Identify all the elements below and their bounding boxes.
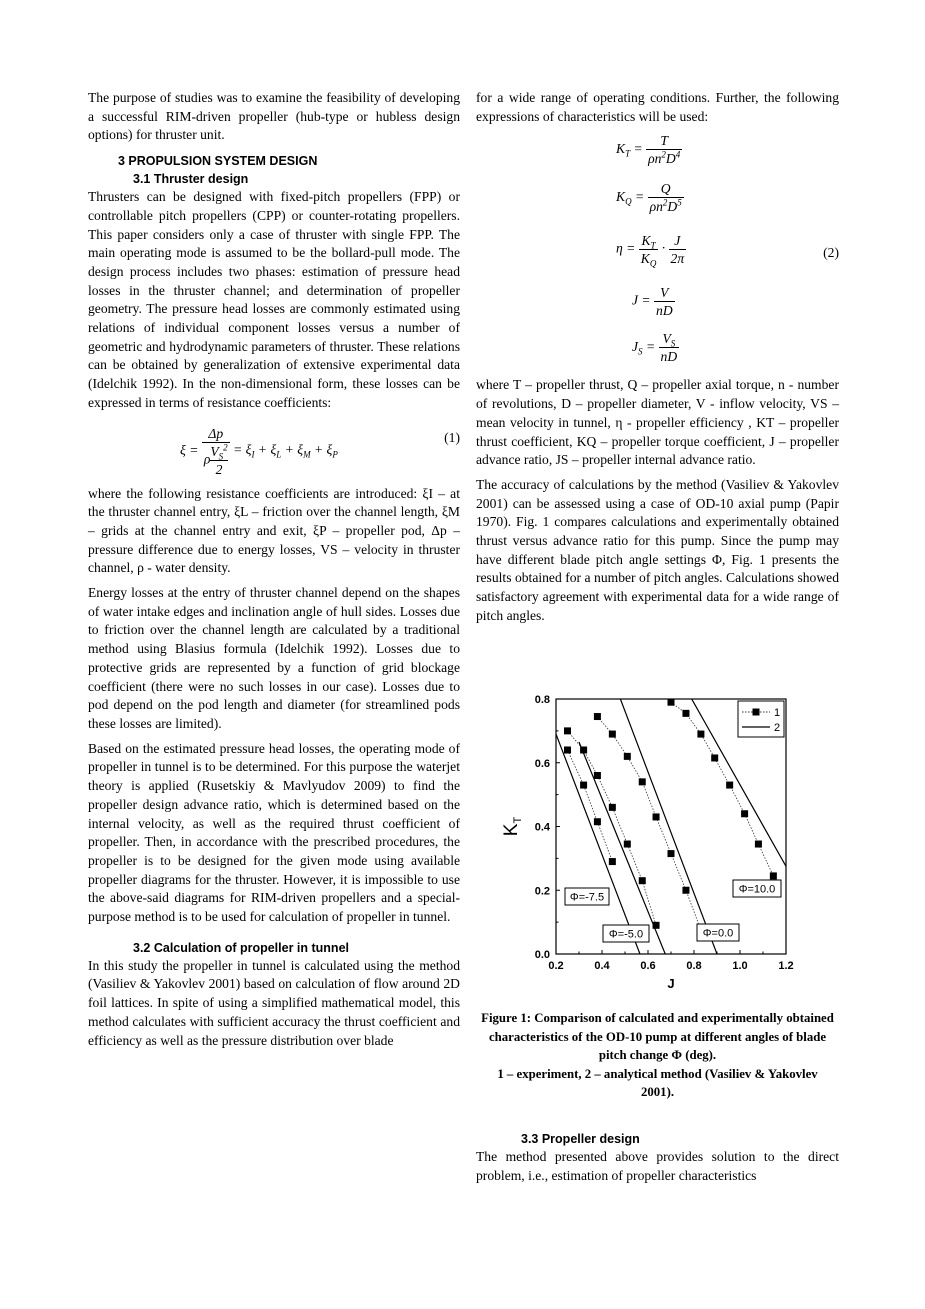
phi-annotation-label: Φ=-5.0	[608, 928, 644, 941]
x-tick-label: 0.2	[548, 960, 564, 972]
y-axis-label: $K_T$	[501, 816, 524, 837]
paragraph-symbol-definitions: where T – propeller thrust, Q – propeller axial torque, n - number of revolutions, D – propeller diameter, V - inflow velocity, VS – mean velocity in tunnel, η - propeller efficiency , KT – propeller thrust coefficient, KQ – propeller torque coefficient, J – propeller advance ratio, JS – propeller internal advance ratio.	[476, 377, 839, 468]
paragraph-energy-losses: Energy losses at the entry of thruster channel depend on the shapes of water intake edges and inclination angle of hull sides. Losses due to friction over the channel length are calculated by a traditional method using Blasius formula (Idelchik 1992). Losses due to protective grids are represented by a function of grid blockage coefficient (there were no such losses in our case). Losses due to pod depend on the pod length and diameter (for streamlined pods these losses are limited).	[88, 585, 460, 731]
legend-label-2: 2	[774, 722, 781, 734]
experiment-marker	[609, 804, 616, 811]
experiment-line	[597, 717, 701, 931]
subsection-heading-3-1: 3.1 Thruster design	[133, 172, 249, 187]
x-tick-label: 1.2	[778, 960, 794, 972]
subsection-heading-3-2: 3.2 Calculation of propeller in tunnel	[133, 940, 349, 955]
figure-caption	[476, 1009, 839, 1102]
paragraph-calculation: In this study the propeller in tunnel is calculated using the method (Vasiliev & Yakovlev 2001) based on calculation of flow around 2D foil lattices. In spite of using a simplified mathematical model, this method calculates with sufficient accuracy the thrust coefficient and efficiency as well as the pressure distribution over blade	[88, 957, 460, 1048]
paragraph-propeller-design: The method presented above provides solution to the direct problem, i.e., estimation of propeller characteristics	[476, 1149, 839, 1183]
experiment-marker	[668, 850, 675, 857]
experiment-marker	[594, 818, 601, 825]
phi-annotation-label: Φ=10.0	[738, 883, 776, 896]
experiment-marker	[639, 877, 646, 884]
legend-experiment-marker	[753, 709, 760, 716]
experiment-marker	[711, 754, 718, 761]
experiment-marker	[609, 731, 616, 738]
experiment-marker	[697, 731, 704, 738]
phi-annotation-label: Φ=0.0	[702, 927, 734, 940]
y-tick-label: 0.4	[534, 821, 550, 834]
intro-paragraph: The purpose of studies was to examine the feasibility of developing a successful RIM-driven propeller (hub-type or hubless design options) for thruster unit.	[88, 90, 460, 143]
subsection-heading-3-3: 3.3 Propeller design	[521, 1132, 640, 1146]
left-column	[88, 89, 460, 1056]
experiment-marker	[755, 841, 762, 848]
phi-annotation-label: Φ=-7.5	[569, 891, 605, 904]
x-tick-label: 0.4	[594, 960, 610, 972]
paragraph-operating-mode: Based on the estimated pressure head losses, the operating mode of propeller in tunnel is to be determined. For this purpose the waterjet theory is applied (Rusetskiy & Mavlyudov 2009) to find the propeller design advance ratio, which is determined based on the internal velocity, as well as the required thrust coefficient of propeller. Then, in accordance with the prescribed procedures, the propeller is to be designed for the given mode using available propeller diagrams for the thruster. However, it is impossible to use the above-said diagrams for RIM-driven propellers and a special-purpose method is to be used for calculation of propeller in tunnel.	[88, 740, 460, 925]
experiment-marker	[682, 887, 689, 894]
experiment-marker	[624, 841, 631, 848]
experiment-marker	[668, 699, 675, 706]
experiment-marker	[594, 772, 601, 779]
figure-caption-line-1: Figure 1: Comparison of calculated and experimentally obtained characteristics of the OD-10 pump at different angles of blade pitch change Φ (deg).	[481, 1011, 834, 1062]
paragraph-accuracy: The accuracy of calculations by the method (Vasiliev & Yakovlev 2001) can be assessed using a case of OD-10 axial pump (Papir 1970). Fig. 1 compares calculations and experimentally obtained thrust versus advance ratio for this pump. Since the pump may have different blade pitch angle settings Φ, Fig. 1 presents the results obtained for a number of pitch angles. Calculations showed satisfactory agreement with experimental data for a wide range of pitch angles.	[476, 476, 839, 623]
experiment-line	[568, 750, 613, 862]
experiment-marker	[609, 858, 616, 865]
figure-1-chart	[495, 688, 805, 1008]
y-tick-label: 0.0	[534, 949, 550, 961]
equation-number: (2)	[823, 245, 839, 261]
analytical-line	[579, 742, 665, 954]
right-column	[476, 89, 839, 632]
section-3-3	[476, 1130, 839, 1191]
equation-2-block: $K_T$ = $\frac{T}{\rho n^2D^4}$ $K_Q$ = $\frac{Q}{\rho n^2D^5}$ η = $\frac{K_T}{K_Q}$ · $\frac{J}{2\pi}$ J = $\frac{V}{nD}$ $J_S$ = $\frac{V_S}{nD}$ (2)	[616, 133, 839, 365]
experiment-marker	[564, 727, 571, 734]
experiment-marker	[770, 872, 777, 879]
paragraph-resistance-coefficients: where the following resistance coefficients are introduced: ξI – at the thruster channel entry, ξL – friction over the channel length, ξM – grids at the channel entry and exit, ξP – propeller pod, Δp – pressure difference due to energy losses, VS – velocity in thruster channel, ρ - water density.	[88, 485, 460, 576]
legend-label-1: 1	[774, 707, 781, 719]
experiment-marker	[624, 753, 631, 760]
x-tick-label: 0.6	[640, 960, 656, 972]
y-tick-label: 0.2	[534, 885, 550, 898]
experiment-marker	[594, 713, 601, 720]
paragraph-thruster-design: Thrusters can be designed with fixed-pitch propellers (FPP) or controllable pitch propellers (CPP) or counter-rotating propellers. This paper considers only a case of thruster with single FPP. The main operating mode is assumed to be the bollard-pull mode. The design process includes two phases: estimation of pressure head losses in the thruster channel; and determination of propeller geometry. The pressure head losses are commonly estimated using relations of individual component losses versus a number of geometric and hydrodynamic parameters of thruster. These relations can be obtained by generalization of extensive experimental data (Idelchik 1992). In the non-dimensional form, these losses can be expressed in terms of resistance coefficients:	[88, 189, 460, 410]
experiment-marker	[580, 782, 587, 789]
x-tick-label: 1.0	[732, 960, 748, 972]
figure-caption-line-2: 1 – experiment, 2 – analytical method (Vasiliev & Yakovlev 2001).	[497, 1066, 818, 1099]
y-tick-label: 0.6	[534, 757, 550, 770]
x-tick-label: 0.8	[686, 960, 702, 972]
experiment-marker	[741, 810, 748, 817]
equation-number: (1)	[444, 429, 460, 445]
paragraph-expressions-intro: for a wide range of operating conditions. Further, the following expressions of characteristics will be used:	[476, 90, 839, 124]
experiment-marker	[682, 710, 689, 717]
experiment-marker	[639, 778, 646, 785]
y-tick-label: 0.8	[534, 694, 550, 706]
equation-1: ξ = Δp ρ $\frac{V_S^2}{2}$ = $\xi_I + \xi_L + \xi_M + \xi_P$ (1)	[180, 425, 460, 477]
experiment-marker	[653, 813, 660, 820]
experiment-marker	[726, 782, 733, 789]
section-heading: 3 PROPULSION SYSTEM DESIGN	[118, 154, 318, 169]
x-axis-label: J	[667, 976, 675, 991]
experiment-marker	[564, 747, 571, 754]
